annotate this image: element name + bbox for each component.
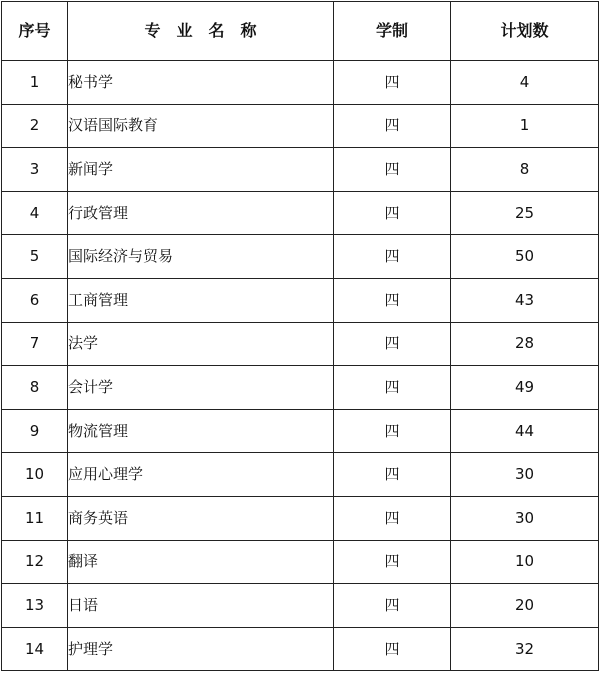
header-plan-count: 计划数	[451, 2, 599, 61]
cell-plan-count: 30	[451, 496, 599, 540]
table-row	[2, 366, 599, 410]
cell-no: 6	[2, 278, 68, 322]
cell-plan-count: 4	[451, 61, 599, 105]
table-row	[2, 148, 599, 192]
table-row	[2, 104, 599, 148]
header-no: 序号	[2, 2, 68, 61]
cell-major-name: 翻译	[68, 540, 334, 584]
cell-no: 1	[2, 61, 68, 105]
table-row	[2, 322, 599, 366]
cell-plan-count: 30	[451, 453, 599, 497]
header-row	[2, 2, 599, 61]
table-row	[2, 235, 599, 279]
header-years: 学制	[334, 2, 451, 61]
cell-major-name: 日语	[68, 584, 334, 628]
cell-no: 10	[2, 453, 68, 497]
table-row	[2, 191, 599, 235]
table-row	[2, 627, 599, 671]
cell-major-name: 工商管理	[68, 278, 334, 322]
cell-years: 四	[334, 453, 451, 497]
table-row	[2, 409, 599, 453]
table-row	[2, 278, 599, 322]
cell-years: 四	[334, 191, 451, 235]
cell-no: 12	[2, 540, 68, 584]
cell-no: 2	[2, 104, 68, 148]
cell-plan-count: 50	[451, 235, 599, 279]
cell-major-name: 行政管理	[68, 191, 334, 235]
cell-no: 14	[2, 627, 68, 671]
cell-major-name: 物流管理	[68, 409, 334, 453]
cell-plan-count: 44	[451, 409, 599, 453]
cell-no: 8	[2, 366, 68, 410]
cell-plan-count: 49	[451, 366, 599, 410]
table-header	[2, 2, 599, 61]
cell-major-name: 应用心理学	[68, 453, 334, 497]
table-row	[2, 453, 599, 497]
cell-years: 四	[334, 540, 451, 584]
cell-years: 四	[334, 496, 451, 540]
cell-plan-count: 1	[451, 104, 599, 148]
table-body	[2, 61, 599, 671]
cell-plan-count: 43	[451, 278, 599, 322]
cell-years: 四	[334, 409, 451, 453]
table-row	[2, 496, 599, 540]
cell-years: 四	[334, 104, 451, 148]
cell-plan-count: 32	[451, 627, 599, 671]
cell-plan-count: 8	[451, 148, 599, 192]
cell-plan-count: 25	[451, 191, 599, 235]
cell-plan-count: 28	[451, 322, 599, 366]
cell-plan-count: 20	[451, 584, 599, 628]
cell-major-name: 护理学	[68, 627, 334, 671]
cell-years: 四	[334, 322, 451, 366]
cell-plan-count: 10	[451, 540, 599, 584]
cell-major-name: 国际经济与贸易	[68, 235, 334, 279]
cell-no: 4	[2, 191, 68, 235]
cell-years: 四	[334, 61, 451, 105]
table-row	[2, 584, 599, 628]
cell-major-name: 商务英语	[68, 496, 334, 540]
header-major-name: 专 业 名 称	[68, 2, 334, 61]
cell-no: 11	[2, 496, 68, 540]
cell-years: 四	[334, 627, 451, 671]
cell-major-name: 会计学	[68, 366, 334, 410]
cell-years: 四	[334, 235, 451, 279]
cell-no: 5	[2, 235, 68, 279]
table-row	[2, 540, 599, 584]
cell-major-name: 汉语国际教育	[68, 104, 334, 148]
cell-no: 13	[2, 584, 68, 628]
cell-major-name: 秘书学	[68, 61, 334, 105]
cell-major-name: 法学	[68, 322, 334, 366]
cell-no: 9	[2, 409, 68, 453]
table-row	[2, 61, 599, 105]
cell-years: 四	[334, 148, 451, 192]
cell-no: 7	[2, 322, 68, 366]
cell-major-name: 新闻学	[68, 148, 334, 192]
cell-no: 3	[2, 148, 68, 192]
enrollment-plan-table	[1, 1, 599, 671]
cell-years: 四	[334, 278, 451, 322]
cell-years: 四	[334, 366, 451, 410]
cell-years: 四	[334, 584, 451, 628]
